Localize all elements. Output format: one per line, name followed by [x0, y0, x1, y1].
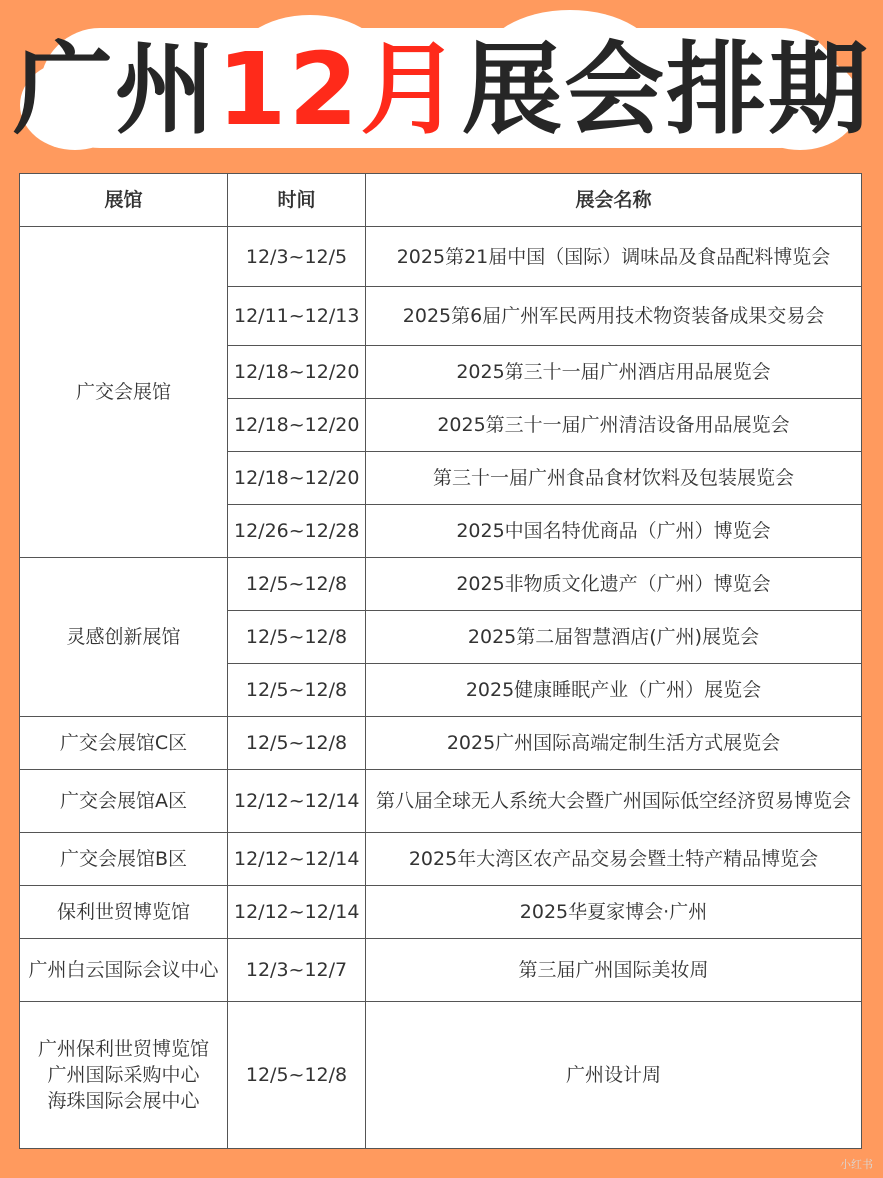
- time-cell: 12/11~12/13: [228, 287, 366, 346]
- time-cell: 12/3~12/5: [228, 227, 366, 287]
- header-hall: 展馆: [20, 174, 228, 227]
- time-cell: 12/12~12/14: [228, 886, 366, 939]
- hall-cell: 保利世贸博览馆: [20, 886, 228, 939]
- time-cell: 12/5~12/8: [228, 717, 366, 770]
- exhibition-name-cell: 2025第二届智慧酒店(广州)展览会: [366, 611, 862, 664]
- exhibition-name-cell: 广州设计周: [366, 1002, 862, 1149]
- title-part-2: 展会排期: [462, 31, 871, 148]
- time-cell: 12/18~12/20: [228, 346, 366, 399]
- hall-cell: 广交会展馆C区: [20, 717, 228, 770]
- hall-cell: 广交会展馆A区: [20, 770, 228, 833]
- exhibition-name-cell: 2025年大湾区农产品交易会暨土特产精品博览会: [366, 833, 862, 886]
- exhibition-name-cell: 第三十一届广州食品食材饮料及包装展览会: [366, 452, 862, 505]
- title-banner: [0, 0, 883, 165]
- exhibition-name-cell: 2025广州国际高端定制生活方式展览会: [366, 717, 862, 770]
- header-name: 展会名称: [366, 174, 862, 227]
- watermark: 小红书: [840, 1158, 873, 1171]
- hall-cell: 广州保利世贸博览馆 广州国际采购中心 海珠国际会展中心: [20, 1002, 228, 1149]
- exhibition-name-cell: 2025第三十一届广州清洁设备用品展览会: [366, 399, 862, 452]
- time-cell: 12/18~12/20: [228, 399, 366, 452]
- time-cell: 12/5~12/8: [228, 558, 366, 611]
- table-row: [20, 717, 862, 770]
- time-cell: 12/3~12/7: [228, 939, 366, 1002]
- exhibition-name-cell: 第三届广州国际美妆周: [366, 939, 862, 1002]
- exhibition-name-cell: 2025中国名特优商品（广州）博览会: [366, 505, 862, 558]
- table-row: [20, 939, 862, 1002]
- time-cell: 12/12~12/14: [228, 833, 366, 886]
- table-row: [20, 886, 862, 939]
- schedule-table-container: [19, 173, 861, 1147]
- time-cell: 12/26~12/28: [228, 505, 366, 558]
- title-highlight: 12月: [216, 31, 463, 148]
- exhibition-name-cell: 第八届全球无人系统大会暨广州国际低空经济贸易博览会: [366, 770, 862, 833]
- header-time: 时间: [228, 174, 366, 227]
- table-row: [20, 558, 862, 611]
- exhibition-name-cell: 2025非物质文化遗产（广州）博览会: [366, 558, 862, 611]
- exhibition-name-cell: 2025华夏家博会·广州: [366, 886, 862, 939]
- table-row: [20, 1002, 862, 1149]
- time-cell: 12/5~12/8: [228, 611, 366, 664]
- schedule-table: [19, 173, 862, 1149]
- page-title: [0, 30, 883, 150]
- time-cell: 12/5~12/8: [228, 664, 366, 717]
- time-cell: 12/18~12/20: [228, 452, 366, 505]
- table-row: [20, 227, 862, 287]
- table-row: [20, 833, 862, 886]
- table-row: [20, 770, 862, 833]
- exhibition-name-cell: 2025健康睡眠产业（广州）展览会: [366, 664, 862, 717]
- exhibition-name-cell: 2025第21届中国（国际）调味品及食品配料博览会: [366, 227, 862, 287]
- hall-cell: 广交会展馆: [20, 227, 228, 558]
- table-body: [20, 227, 862, 1149]
- exhibition-name-cell: 2025第三十一届广州酒店用品展览会: [366, 346, 862, 399]
- table-header-row: [20, 174, 862, 227]
- exhibition-name-cell: 2025第6届广州军民两用技术物资装备成果交易会: [366, 287, 862, 346]
- time-cell: 12/5~12/8: [228, 1002, 366, 1149]
- hall-cell: 灵感创新展馆: [20, 558, 228, 717]
- time-cell: 12/12~12/14: [228, 770, 366, 833]
- hall-cell: 广州白云国际会议中心: [20, 939, 228, 1002]
- hall-cell: 广交会展馆B区: [20, 833, 228, 886]
- title-part-1: 广州: [12, 31, 217, 148]
